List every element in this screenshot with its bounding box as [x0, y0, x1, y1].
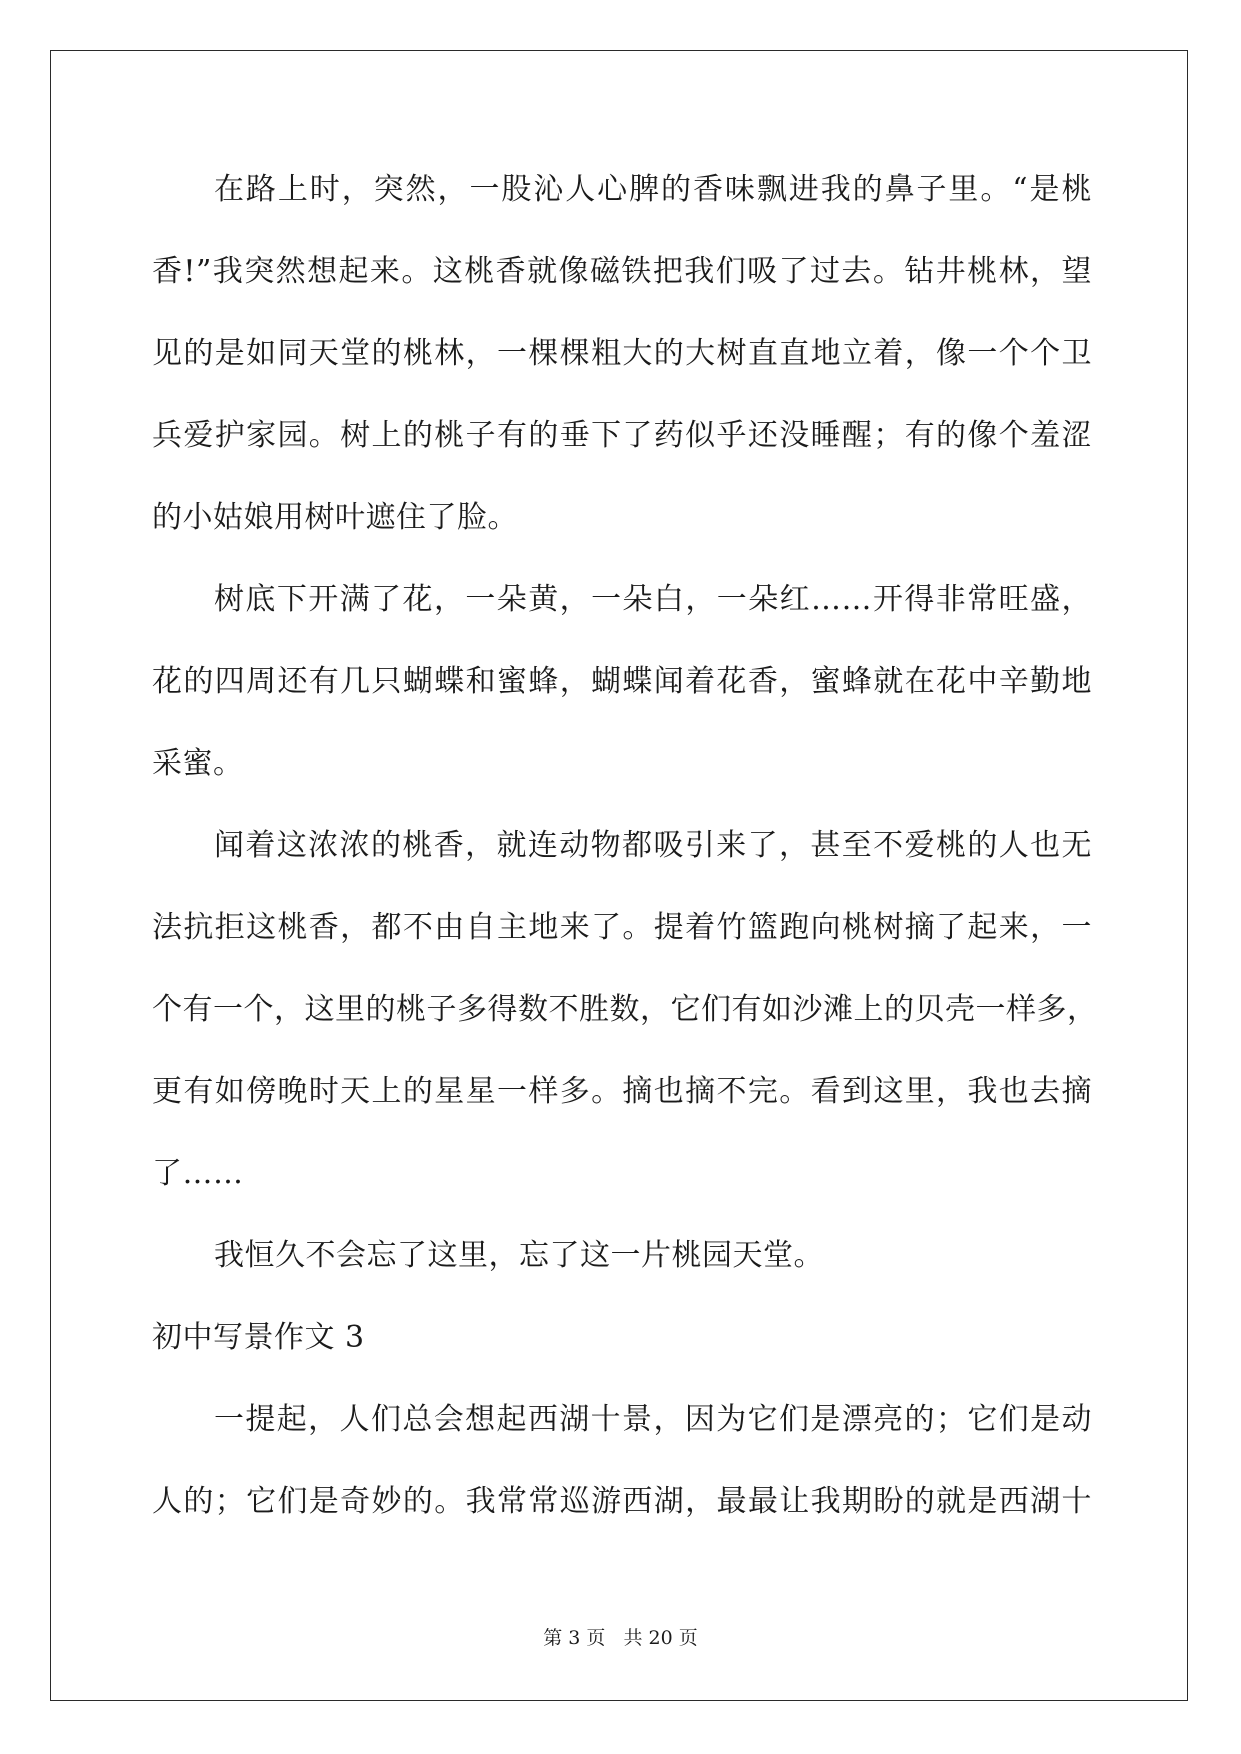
text-line: 树底下开满了花，一朵黄，一朵白，一朵红……开得非常旺盛， — [214, 582, 1092, 617]
text-line: 我恒久不会忘了这里，忘了这一片桃园天堂。 — [214, 1238, 824, 1273]
text-line: 初中写景作文 3 — [152, 1320, 365, 1355]
text-line: 闻着这浓浓的桃香，就连动物都吸引来了，甚至不爱桃的人也无 — [214, 828, 1092, 863]
text-line: 更有如傍晚时天上的星星一样多。摘也摘不完。看到这里，我也去摘 — [152, 1074, 1092, 1109]
text-line: 采蜜。 — [152, 746, 244, 781]
text-line: 法抗拒这桃香，都不由自主地来了。提着竹篮跑向桃树摘了起来，一 — [152, 910, 1092, 945]
text-line: 人的；它们是奇妙的。我常常巡游西湖，最最让我期盼的就是西湖十 — [152, 1484, 1092, 1519]
document-body — [152, 160, 1098, 1554]
text-line: 兵爱护家园。树上的桃子有的垂下了药似乎还没睡醒；有的像个羞涩 — [152, 418, 1092, 453]
text-line: 一提起，人们总会想起西湖十景，因为它们是漂亮的；它们是动 — [214, 1402, 1092, 1437]
text-line: 香!”我突然想起来。这桃香就像磁铁把我们吸了过去。钻井桃林，望 — [152, 254, 1092, 289]
text-line: 在路上时，突然，一股沁人心脾的香味飘进我的鼻子里。“是桃 — [214, 172, 1092, 207]
page-number: 第 3 页 — [543, 1627, 606, 1649]
text-line: 花的四周还有几只蝴蝶和蜜蜂，蝴蝶闻着花香，蜜蜂就在花中辛勤地 — [152, 664, 1092, 699]
text-line: 的小姑娘用树叶遮住了脸。 — [152, 500, 518, 535]
text-line: 见的是如同天堂的桃林，一棵棵粗大的大树直直地立着，像一个个卫 — [152, 336, 1092, 371]
text-line: 个有一个，这里的桃子多得数不胜数，它们有如沙滩上的贝壳一样多， — [152, 992, 1098, 1027]
text-line: 了…… — [152, 1156, 244, 1191]
page-footer — [0, 1623, 1241, 1650]
page-total: 共 20 页 — [623, 1627, 698, 1649]
